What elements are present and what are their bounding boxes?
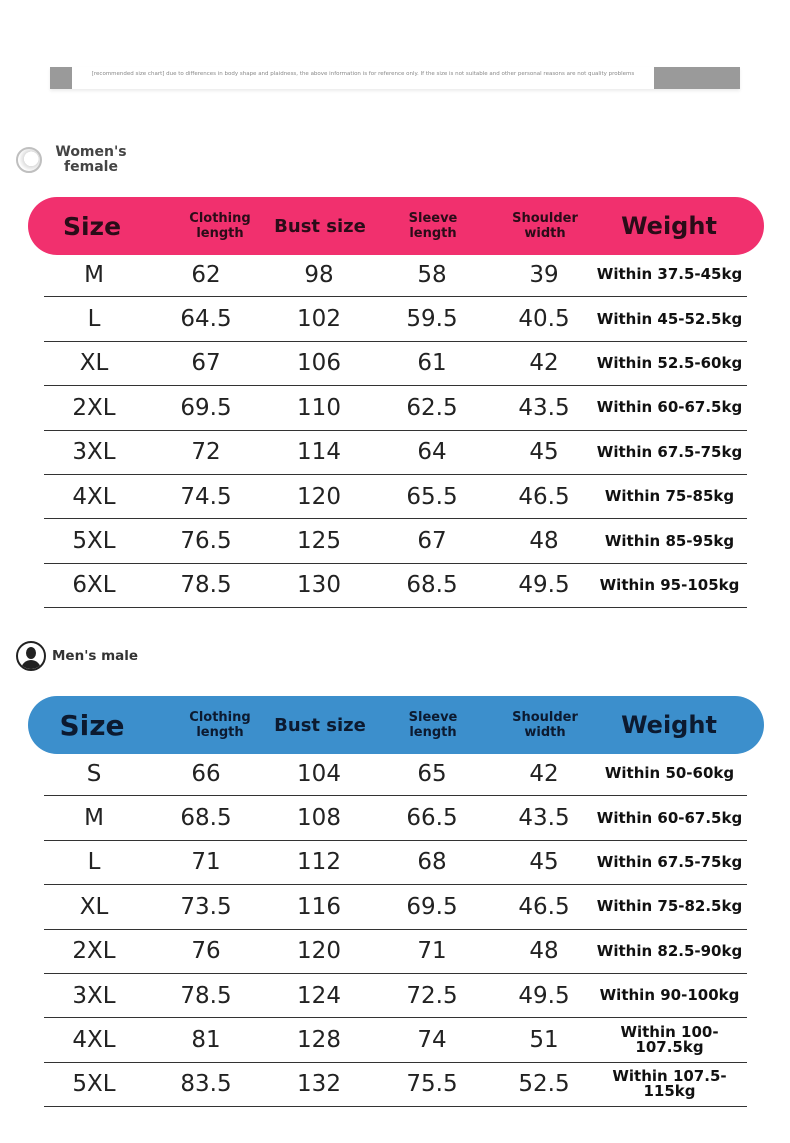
shoulder-cell: 52.5: [518, 1071, 570, 1098]
size-cell: L: [87, 849, 101, 876]
clothing-length-cell: 74.5: [180, 483, 232, 510]
shoulder-cell: 48: [529, 528, 559, 555]
bust-cell: 130: [297, 572, 341, 599]
table-row: [44, 475, 747, 519]
weight-cell: Within 75-82.5kg: [596, 897, 743, 916]
size-cell: 4XL: [72, 483, 116, 510]
clothing-length-cell: 64.5: [180, 306, 232, 333]
bust-cell: 120: [297, 483, 341, 510]
shoulder-cell: 49.5: [518, 982, 570, 1009]
shoulder-cell: 49.5: [518, 572, 570, 599]
table-row: [44, 796, 747, 840]
sleeve-cell: 67: [417, 528, 447, 555]
sleeve-cell: 58: [417, 261, 447, 288]
size-cell: 4XL: [72, 1027, 116, 1054]
weight-cell: Within 37.5-45kg: [596, 265, 743, 284]
women-size-rows: [44, 253, 747, 608]
header-sleeve-length: Sleeve length: [408, 211, 458, 241]
weight-cell: Within 67.5-75kg: [596, 442, 743, 461]
clothing-length-cell: 83.5: [180, 1071, 232, 1098]
weight-cell: Within 60-67.5kg: [596, 398, 743, 417]
bust-cell: 98: [304, 261, 334, 288]
sleeve-cell: 59.5: [406, 306, 458, 333]
shoulder-cell: 39: [529, 261, 559, 288]
header-sleeve-length: Sleeve length: [408, 710, 458, 740]
women-table-header: [28, 197, 764, 255]
header-bust-size: Bust size: [274, 714, 366, 736]
clothing-length-cell: 71: [191, 849, 221, 876]
weight-cell: Within 95-105kg: [599, 575, 740, 594]
sleeve-cell: 68: [417, 849, 447, 876]
sleeve-cell: 75.5: [406, 1071, 458, 1098]
size-cell: XL: [79, 893, 109, 920]
bust-cell: 128: [297, 1027, 341, 1054]
size-cell: L: [87, 306, 101, 333]
table-row: [44, 386, 747, 430]
size-cell: 6XL: [72, 572, 116, 599]
size-cell: S: [86, 760, 102, 787]
size-cell: 3XL: [72, 439, 116, 466]
size-cell: 2XL: [72, 938, 116, 965]
bust-cell: 102: [297, 306, 341, 333]
header-clothing-length: Clothing length: [189, 211, 251, 241]
weight-cell: Within 90-100kg: [599, 986, 740, 1005]
bust-cell: 106: [297, 350, 341, 377]
shoulder-cell: 48: [529, 938, 559, 965]
size-cell: 5XL: [72, 1071, 116, 1098]
sleeve-cell: 64: [417, 439, 447, 466]
header-weight: Weight: [621, 711, 717, 739]
shoulder-cell: 43.5: [518, 394, 570, 421]
bust-cell: 125: [297, 528, 341, 555]
table-row: [44, 519, 747, 563]
women-section-title: [16, 145, 128, 175]
weight-cell: Within 67.5-75kg: [596, 852, 743, 871]
men-section-title: [16, 641, 138, 671]
header-size: Size: [59, 708, 125, 742]
size-cell: M: [84, 261, 104, 288]
table-row: [44, 431, 747, 475]
clothing-length-cell: 66: [191, 760, 221, 787]
shoulder-cell: 43.5: [518, 805, 570, 832]
header-clothing-length: Clothing length: [189, 710, 251, 740]
bust-cell: 104: [297, 760, 341, 787]
bust-cell: 108: [297, 805, 341, 832]
sleeve-cell: 72.5: [406, 982, 458, 1009]
bust-cell: 110: [297, 394, 341, 421]
clothing-length-cell: 69.5: [180, 394, 232, 421]
sleeve-cell: 71: [417, 938, 447, 965]
clothing-length-cell: 73.5: [180, 893, 232, 920]
circle-icon: [16, 147, 42, 173]
bust-cell: 112: [297, 849, 341, 876]
clothing-length-cell: 78.5: [180, 572, 232, 599]
clothing-length-cell: 76: [191, 938, 221, 965]
table-row: [44, 342, 747, 386]
table-row: [44, 297, 747, 341]
men-table-header: [28, 696, 764, 754]
bust-cell: 120: [297, 938, 341, 965]
women-title-label: Women's female: [55, 144, 127, 175]
bust-cell: 132: [297, 1071, 341, 1098]
table-row: [44, 564, 747, 608]
sleeve-cell: 62.5: [406, 394, 458, 421]
weight-cell: Within 100-107.5kg: [620, 1023, 719, 1057]
shoulder-cell: 46.5: [518, 483, 570, 510]
weight-cell: Within 107.5-115kg: [612, 1067, 727, 1101]
sleeve-cell: 66.5: [406, 805, 458, 832]
men-size-rows: [44, 752, 747, 1107]
table-row: [44, 930, 747, 974]
shoulder-cell: 46.5: [518, 893, 570, 920]
shoulder-cell: 40.5: [518, 306, 570, 333]
clothing-length-cell: 68.5: [180, 805, 232, 832]
table-row: [44, 885, 747, 929]
table-row: [44, 752, 747, 796]
weight-cell: Within 75-85kg: [604, 487, 735, 506]
shoulder-cell: 45: [529, 849, 559, 876]
shoulder-cell: 42: [529, 760, 559, 787]
header-weight: Weight: [621, 212, 717, 240]
size-cell: 5XL: [72, 528, 116, 555]
table-row: [44, 974, 747, 1018]
size-cell: 3XL: [72, 982, 116, 1009]
sleeve-cell: 69.5: [406, 893, 458, 920]
weight-cell: Within 85-95kg: [604, 531, 735, 550]
clothing-length-cell: 62: [191, 261, 221, 288]
weight-cell: Within 45-52.5kg: [596, 309, 743, 328]
header-size: Size: [62, 211, 122, 241]
sleeve-cell: 61: [417, 350, 447, 377]
shoulder-cell: 45: [529, 439, 559, 466]
size-cell: M: [84, 805, 104, 832]
header-shoulder-width: Shoulder width: [512, 211, 578, 241]
sleeve-cell: 68.5: [406, 572, 458, 599]
clothing-length-cell: 76.5: [180, 528, 232, 555]
table-row: [44, 841, 747, 885]
header-bust-size: Bust size: [274, 215, 366, 237]
table-row: [44, 253, 747, 297]
size-cell: XL: [79, 350, 109, 377]
clothing-length-cell: 72: [191, 439, 221, 466]
person-avatar-icon: [16, 641, 46, 671]
sleeve-cell: 65: [417, 760, 447, 787]
header-shoulder-width: Shoulder width: [512, 710, 578, 740]
bust-cell: 116: [297, 893, 341, 920]
weight-cell: Within 50-60kg: [604, 764, 735, 783]
clothing-length-cell: 67: [191, 350, 221, 377]
men-title-label: Men's male: [52, 648, 139, 664]
clothing-length-cell: 81: [191, 1027, 221, 1054]
sleeve-cell: 74: [417, 1027, 447, 1054]
shoulder-cell: 51: [529, 1027, 559, 1054]
table-row: [44, 1018, 747, 1062]
size-cell: 2XL: [72, 394, 116, 421]
sleeve-cell: 65.5: [406, 483, 458, 510]
bust-cell: 124: [297, 982, 341, 1009]
shoulder-cell: 42: [529, 350, 559, 377]
table-row: [44, 1063, 747, 1107]
weight-cell: Within 82.5-90kg: [596, 941, 743, 960]
disclaimer-banner: [recommended size chart] due to differences in body shape and plaidness, the above information is for reference only. If the size is not suitable and other personal reasons are not quality problems: [50, 67, 740, 89]
weight-cell: Within 52.5-60kg: [596, 353, 743, 372]
clothing-length-cell: 78.5: [180, 982, 232, 1009]
weight-cell: Within 60-67.5kg: [596, 808, 743, 827]
bust-cell: 114: [297, 439, 341, 466]
